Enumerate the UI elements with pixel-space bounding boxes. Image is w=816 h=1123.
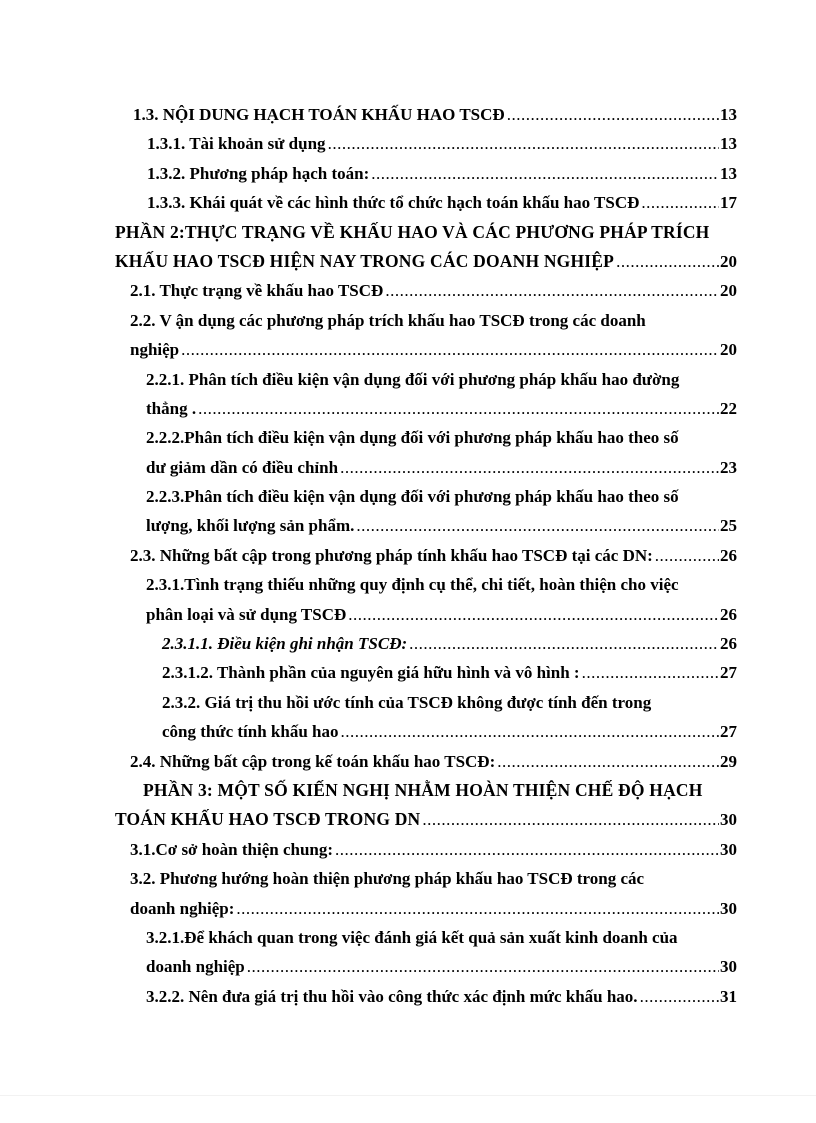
toc-entry-title: 2.2. V ận dụng các phương pháp trích khấu hao TSCĐ trong các doanh	[130, 310, 646, 330]
toc-page-number: 13	[720, 105, 737, 124]
toc-entry-title-cont: doanh nghiệp:	[130, 898, 235, 918]
toc-entry-title-cont: nghiệp	[130, 340, 180, 360]
toc-entry-title-cont: thẳng .	[146, 398, 197, 418]
dot-leader	[616, 247, 719, 276]
dot-leader	[236, 894, 719, 923]
dot-leader	[497, 747, 719, 776]
toc-entry-2-2-3[interactable]	[146, 482, 737, 541]
toc-page-number: 26	[720, 634, 737, 654]
toc-page-number: 30	[720, 810, 737, 830]
toc-entry-title: 2.4. Những bất cập trong kế toán khấu hao TSCĐ:	[130, 751, 496, 771]
toc-entry-title-cont: công thức tính khấu hao	[162, 722, 339, 742]
toc-entry-title: 2.3.2. Giá trị thu hồi ước tính của TSCĐ không được tính đến trong	[162, 692, 652, 712]
toc-page-number: 17	[720, 193, 737, 213]
toc-entry-2-3-1[interactable]	[146, 570, 737, 629]
dot-leader	[181, 335, 719, 364]
toc-entry-title: PHẦN 3: MỘT SỐ KIẾN NGHỊ NHẰM HOÀN THIỆN CHẾ ĐỘ HẠCH	[143, 779, 703, 800]
toc-entry-title-cont: TOÁN KHẤU HAO TSCĐ TRONG DN	[115, 809, 421, 830]
dot-leader	[328, 129, 719, 158]
toc-entry-part-2[interactable]	[115, 218, 737, 277]
toc-entry-2-3[interactable]	[130, 541, 737, 570]
dot-leader	[356, 511, 719, 540]
toc-page-number: 30	[720, 898, 737, 918]
toc-entry-2-3-2[interactable]	[162, 688, 737, 747]
dot-leader	[198, 394, 719, 423]
toc-entry-title: 3.2.1.Để khách quan trong việc đánh giá kết quả sản xuất kinh doanh của	[146, 927, 678, 947]
toc-entry-title: 1.3. NỘI DUNG HẠCH TOÁN KHẤU HAO TSCĐ	[133, 105, 505, 124]
toc-entry-2-2-1[interactable]	[146, 365, 737, 424]
dot-leader	[335, 835, 719, 864]
toc-entry-3-1[interactable]	[130, 835, 737, 864]
dot-leader	[385, 276, 719, 305]
toc-entry-1-3-1[interactable]	[147, 129, 737, 158]
toc-page-number: 20	[720, 251, 737, 271]
toc-entry-1-3-2[interactable]	[147, 159, 737, 188]
toc-page-number: 20	[720, 281, 737, 301]
toc-page-number: 13	[720, 163, 737, 183]
toc-entry-title: 2.2.1. Phân tích điều kiện vận dụng đối với phương pháp khấu hao đường	[146, 369, 680, 389]
toc-page-number: 23	[720, 457, 737, 477]
toc-entry-2-3-1-1[interactable]	[162, 629, 737, 658]
toc-entry-2-2[interactable]	[130, 306, 737, 365]
dot-leader	[582, 658, 719, 687]
toc-entry-title: 3.2. Phương hướng hoàn thiện phương pháp khấu hao TSCĐ trong các	[130, 869, 645, 889]
dot-leader	[340, 453, 719, 482]
toc-entry-2-1[interactable]	[130, 276, 737, 305]
dot-leader	[640, 982, 719, 1011]
toc-entry-part-3[interactable]	[115, 776, 737, 835]
dot-leader	[507, 100, 719, 129]
toc-entry-title: 2.3.1.1. Điều kiện ghi nhận TSCĐ:	[162, 634, 408, 654]
toc-page-number: 29	[720, 751, 737, 771]
dot-leader	[655, 541, 719, 570]
toc-page-number: 25	[720, 516, 737, 536]
toc-entry-title-cont: KHẤU HAO TSCĐ HIỆN NAY TRONG CÁC DOANH NGHIỆP	[115, 250, 615, 271]
toc-entry-title: 1.3.1. Tài khoản sử dụng	[147, 134, 326, 154]
toc-entry-title-cont: phân loại và sử dụng TSCĐ	[146, 604, 347, 624]
dot-leader	[641, 188, 719, 217]
dot-leader	[340, 717, 719, 746]
toc-page-number: 13	[720, 134, 737, 154]
toc-entry-title-cont: dư giảm dần có điều chỉnh	[146, 457, 339, 477]
toc-entry-title: 1.3.3. Khái quát về các hình thức tổ chức hạch toán khấu hao TSCĐ	[147, 193, 640, 213]
toc-page-number: 26	[720, 545, 737, 565]
page-bottom-edge	[0, 1095, 816, 1096]
toc-entry-3-2[interactable]	[130, 864, 737, 923]
toc-page-number: 22	[720, 398, 737, 418]
dot-leader	[371, 159, 719, 188]
table-of-contents	[0, 100, 816, 1011]
toc-entry-title: 3.2.2. Nên đưa giá trị thu hồi vào công thức xác định mức khấu hao.	[146, 986, 638, 1006]
toc-page-number: 26	[720, 604, 737, 624]
toc-page-number: 27	[720, 722, 737, 742]
toc-entry-2-2-2[interactable]	[146, 423, 737, 482]
toc-entry-3-2-1[interactable]	[146, 923, 737, 982]
toc-entry-title: 2.3.1.2. Thành phần của nguyên giá hữu hình và vô hình :	[162, 663, 580, 683]
toc-entry-title: 2.3. Những bất cập trong phương pháp tính khấu hao TSCĐ tại các DN:	[130, 545, 653, 565]
toc-entry-title-cont: doanh nghiệp	[146, 957, 245, 977]
toc-entry-title: PHẦN 2:THỰC TRẠNG VỀ KHẤU HAO VÀ CÁC PHƯƠNG PHÁP TRÍCH	[115, 221, 710, 242]
toc-entry-1-3[interactable]	[133, 100, 737, 129]
toc-entry-3-2-2[interactable]	[146, 982, 737, 1011]
toc-entry-title: 2.2.2.Phân tích điều kiện vận dụng đối với phương pháp khấu hao theo số	[146, 428, 679, 448]
toc-page-number: 30	[720, 839, 737, 859]
toc-entry-title: 2.3.1.Tình trạng thiếu những quy định cụ thể, chi tiết, hoàn thiện cho việc	[146, 575, 679, 595]
toc-entry-title: 2.1. Thực trạng về khấu hao TSCĐ	[130, 281, 384, 301]
dot-leader	[348, 600, 719, 629]
toc-page-number: 31	[720, 986, 737, 1006]
toc-entry-2-4[interactable]	[130, 747, 737, 776]
toc-entry-title-cont: lượng, khối lượng sản phẩm.	[146, 516, 355, 536]
dot-leader	[247, 952, 719, 981]
dot-leader	[422, 805, 719, 834]
toc-page-number: 27	[720, 663, 737, 683]
toc-entry-title: 1.3.2. Phương pháp hạch toán:	[147, 163, 370, 183]
dot-leader	[409, 629, 719, 658]
toc-entry-title: 2.2.3.Phân tích điều kiện vận dụng đối với phương pháp khấu hao theo số	[146, 487, 679, 507]
toc-page-number: 30	[720, 957, 737, 977]
toc-entry-2-3-1-2[interactable]	[162, 658, 737, 687]
toc-entry-title: 3.1.Cơ sở hoàn thiện chung:	[130, 839, 334, 859]
toc-page-number: 20	[720, 340, 737, 360]
toc-entry-1-3-3[interactable]	[147, 188, 737, 217]
